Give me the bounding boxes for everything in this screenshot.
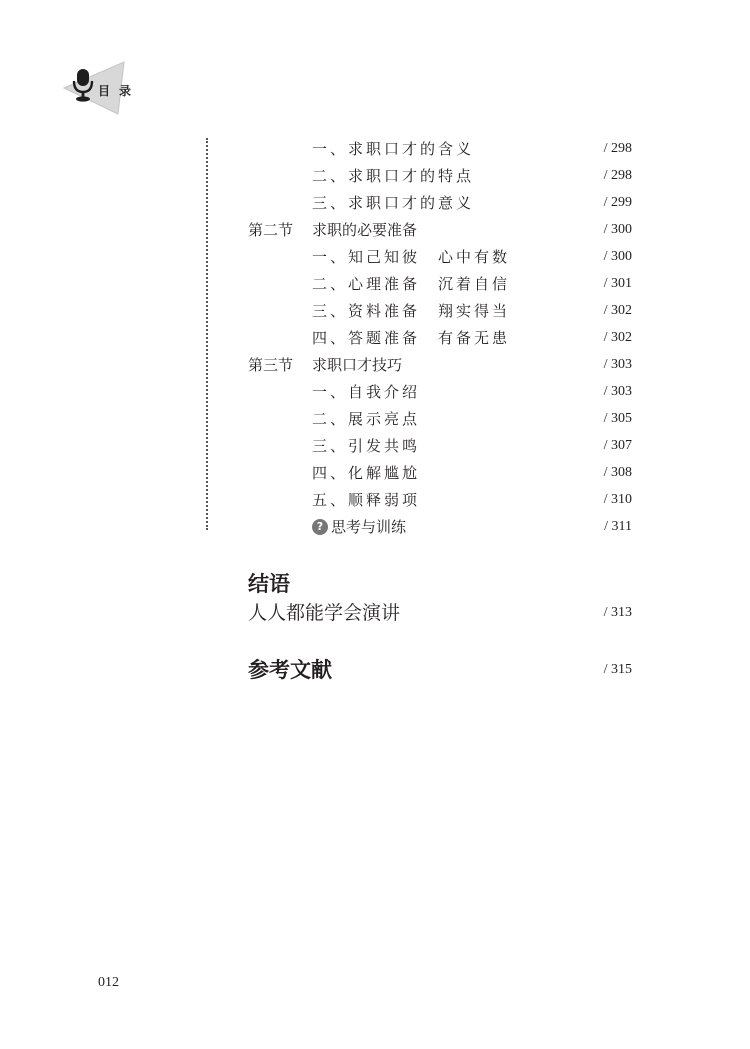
toc-item-label: 二、展示亮点	[312, 410, 421, 428]
page-number: 012	[98, 975, 119, 990]
section-page: / 300	[603, 222, 632, 237]
toc-item-label: 一、求职口才的含义	[312, 140, 475, 158]
question-mark-icon: ?	[312, 519, 328, 535]
toc-item-page: / 298	[603, 168, 632, 183]
toc-item-page: / 303	[603, 384, 632, 399]
microphone-icon	[72, 68, 94, 102]
section-number: 第三节	[248, 356, 294, 374]
toc-item[interactable]	[312, 192, 632, 214]
section-title: 求职口才技巧	[312, 356, 403, 374]
toc-item-page: / 302	[603, 303, 632, 318]
toc-item[interactable]	[312, 381, 632, 403]
toc-item-label: 三、资料准备 翔实得当	[312, 302, 511, 320]
toc-item-label: 二、心理准备 沉着自信	[312, 275, 511, 293]
toc-item-label: 二、求职口才的特点	[312, 167, 475, 185]
toc-item[interactable]	[312, 246, 632, 268]
toc-item[interactable]	[312, 300, 632, 322]
toc-section-2[interactable]	[248, 219, 632, 241]
toc-conclusion[interactable]	[248, 600, 632, 626]
toc-item-page: / 298	[603, 141, 632, 156]
toc-item-page: / 307	[603, 438, 632, 453]
section-page: / 303	[603, 357, 632, 372]
toc-item[interactable]	[312, 462, 632, 484]
toc-item-label: 五、顺释弱项	[312, 491, 421, 509]
toc-item[interactable]	[312, 435, 632, 457]
toc-item-page: / 302	[603, 330, 632, 345]
toc-item-label: 四、化解尴尬	[312, 464, 421, 482]
exercise-page: / 311	[604, 519, 632, 534]
section-number: 第二节	[248, 221, 294, 239]
toc-item-page: / 310	[603, 492, 632, 507]
toc-item[interactable]	[312, 408, 632, 430]
toc-item-page: / 299	[603, 195, 632, 210]
toc-item-label: 三、求职口才的意义	[312, 194, 475, 212]
toc-exercise[interactable]	[312, 516, 632, 538]
toc-item[interactable]	[312, 489, 632, 511]
toc-section-3[interactable]	[248, 354, 632, 376]
toc-header-title: 目录	[98, 84, 141, 98]
dotted-divider	[206, 138, 208, 530]
conclusion-heading: 结语	[248, 572, 290, 596]
toc-item-label: 一、知己知彼 心中有数	[312, 248, 511, 266]
toc-item[interactable]	[312, 327, 632, 349]
section-title: 求职的必要准备	[312, 221, 418, 239]
references-page: / 315	[603, 662, 632, 677]
conclusion-title: 人人都能学会演讲	[248, 602, 401, 624]
toc-item[interactable]	[312, 273, 632, 295]
toc-item-page: / 308	[603, 465, 632, 480]
exercise-label: 思考与训练	[331, 518, 407, 536]
toc-item-label: 一、自我介绍	[312, 383, 421, 401]
toc-item-page: / 301	[603, 276, 632, 291]
toc-header	[58, 58, 178, 118]
toc-item[interactable]	[312, 165, 632, 187]
references-title: 参考文献	[248, 658, 332, 682]
toc-item[interactable]	[312, 138, 632, 160]
toc-item-page: / 305	[603, 411, 632, 426]
toc-item-label: 三、引发共鸣	[312, 437, 421, 455]
toc-references[interactable]	[248, 657, 632, 683]
toc-item-page: / 300	[603, 249, 632, 264]
conclusion-page: / 313	[603, 605, 632, 620]
toc-item-label: 四、答题准备 有备无患	[312, 329, 511, 347]
